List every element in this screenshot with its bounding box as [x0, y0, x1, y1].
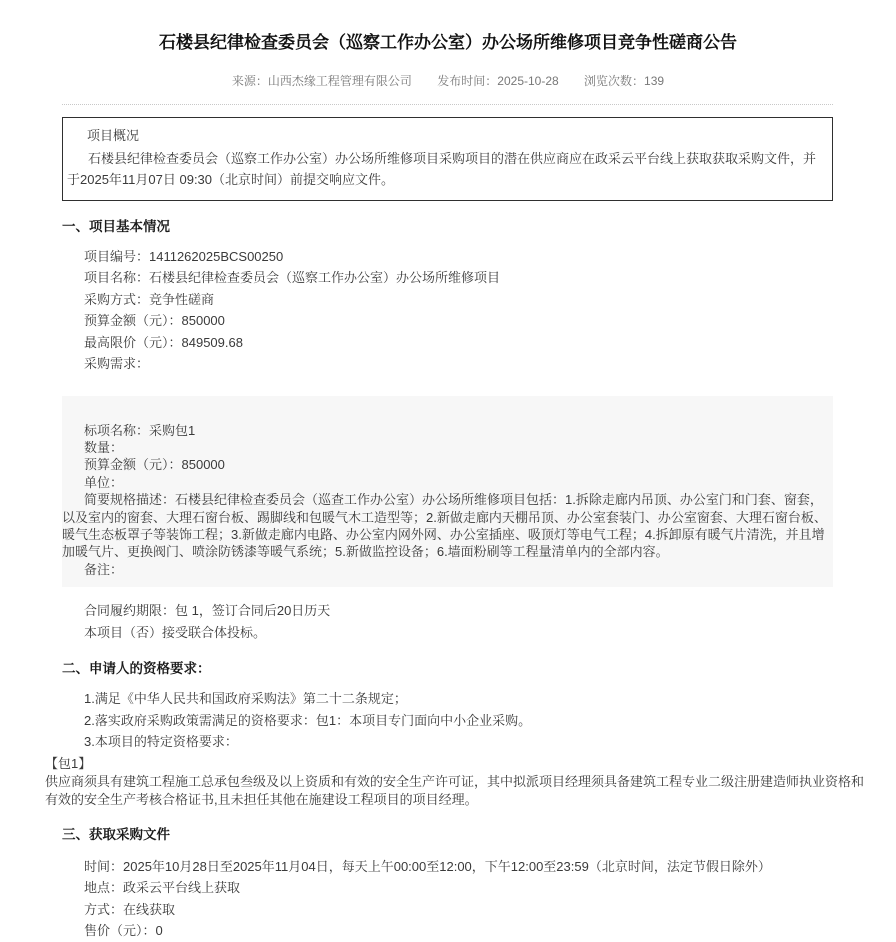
project-number: 项目编号：1411262025BCS00250: [84, 248, 284, 264]
project-name: 项目名称：石楼县纪律检查委员会（巡察工作办公室）办公场所维修项目: [84, 270, 501, 285]
qualification-item-2: 2.落实政府采购政策需满足的资格要求：包1：本项目专门面向中小企业采购。: [84, 712, 532, 728]
doc-place: 地点：政采云平台线上获取: [84, 880, 241, 896]
basic-info-list: [62, 246, 833, 375]
overview-box-body: 石楼县纪律检查委员会（巡察工作办公室）办公场所维修项目采购项目的潜在供应商应在政采云平台线上获取获取采购文件，并于2025年11月07日 09:30（北京时间）前提交响应文件。: [67, 150, 817, 187]
header-divider: [62, 104, 833, 105]
meta-source-label: 来源：: [231, 74, 268, 88]
meta-views-value: 139: [644, 74, 665, 88]
package-label: 【包1】: [45, 755, 92, 771]
meta-publish-label: 发布时间：: [437, 74, 498, 88]
lot-spec-description: 简要规格描述：石楼县纪律检查委员会（巡查工作办公室）办公场所维修项目包括：1.拆除走廊内吊顶、办公室门和门套、窗套，以及室内的窗套、大理石窗台板、踢脚线和包暖气木工造型等；2.新做走廊内天棚吊顶、办公室套装门、办公室窗套、大理石窗台板、暖气生态板罩子等装饰工程；3.新做走廊内电路、办公室内网外网、办公室插座、吸顶灯等电气工程；4.拆卸原有暖气片清洗，并且增加暖气片、更换阀门、喷涂防锈漆等暖气系统；5.新做监控设备；6.墙面粉刷等工程量清单内的全部内容。: [62, 492, 827, 560]
lot-budget: 预算金额（元）：850000: [84, 457, 225, 473]
overview-box: [62, 117, 833, 201]
doc-method: 方式：在线获取: [84, 901, 176, 917]
max-price: 最高限价（元）：849509.68: [84, 334, 243, 350]
announcement-page: [0, 31, 896, 939]
meta-row: [0, 72, 896, 89]
lot-note: 备注：: [84, 561, 124, 577]
lot-name: 标项名称：采购包1: [84, 422, 196, 438]
procurement-demand-label: 采购需求：: [84, 356, 150, 371]
lot-detail-block: [62, 396, 833, 588]
content-column: [45, 104, 865, 942]
section-documents-heading: 三、获取采购文件: [62, 826, 170, 842]
meta-views-label: 浏览次数：: [584, 74, 645, 88]
joint-bid-statement: 本项目（否）接受联合体投标。: [84, 624, 267, 640]
qualification-item-3: 3.本项目的特定资格要求：: [84, 734, 238, 750]
doc-price: 售价（元）：0: [84, 923, 163, 939]
meta-publish-date: [437, 74, 558, 88]
lot-quantity: 数量：: [84, 439, 124, 455]
documents-info-list: [62, 856, 833, 942]
package-requirement: 供应商须具有建筑工程施工总承包叁级及以上资质和有效的安全生产许可证，其中拟派项目经理须具备建筑工程专业二级注册建造师执业资格和有效的安全生产考核合格证书,且未担任其他在施建设工程项目的项目经理。: [45, 773, 865, 807]
lot-unit: 单位：: [84, 474, 124, 490]
meta-source: [232, 74, 412, 88]
budget-amount: 预算金额（元）：850000: [84, 313, 225, 328]
contract-term: 合同履约期限：包 1，签订合同后20日历天: [84, 603, 331, 619]
meta-view-count: [584, 74, 664, 88]
overview-box-title: 项目概况: [87, 128, 140, 143]
meta-publish-value: 2025-10-28: [497, 74, 559, 88]
section-basic-heading: 一、项目基本情况: [62, 218, 170, 234]
contract-info: [62, 600, 833, 643]
meta-source-value: 山西杰缘工程管理有限公司: [267, 74, 412, 88]
procurement-method: 采购方式：竞争性磋商: [84, 291, 215, 307]
page-title: 石楼县纪律检查委员会（巡察工作办公室）办公场所维修项目竞争性磋商公告: [159, 33, 737, 52]
section-qualification-heading: 二、申请人的资格要求：: [62, 661, 211, 677]
doc-time: 时间：2025年10月28日至2025年11月04日，每天上午00:00至12:00，下午12:00至23:59（北京时间，法定节假日除外）: [84, 858, 771, 874]
qualification-item-1: 1.满足《中华人民共和国政府采购法》第二十二条规定；: [84, 691, 407, 707]
qualification-list: [62, 688, 833, 753]
